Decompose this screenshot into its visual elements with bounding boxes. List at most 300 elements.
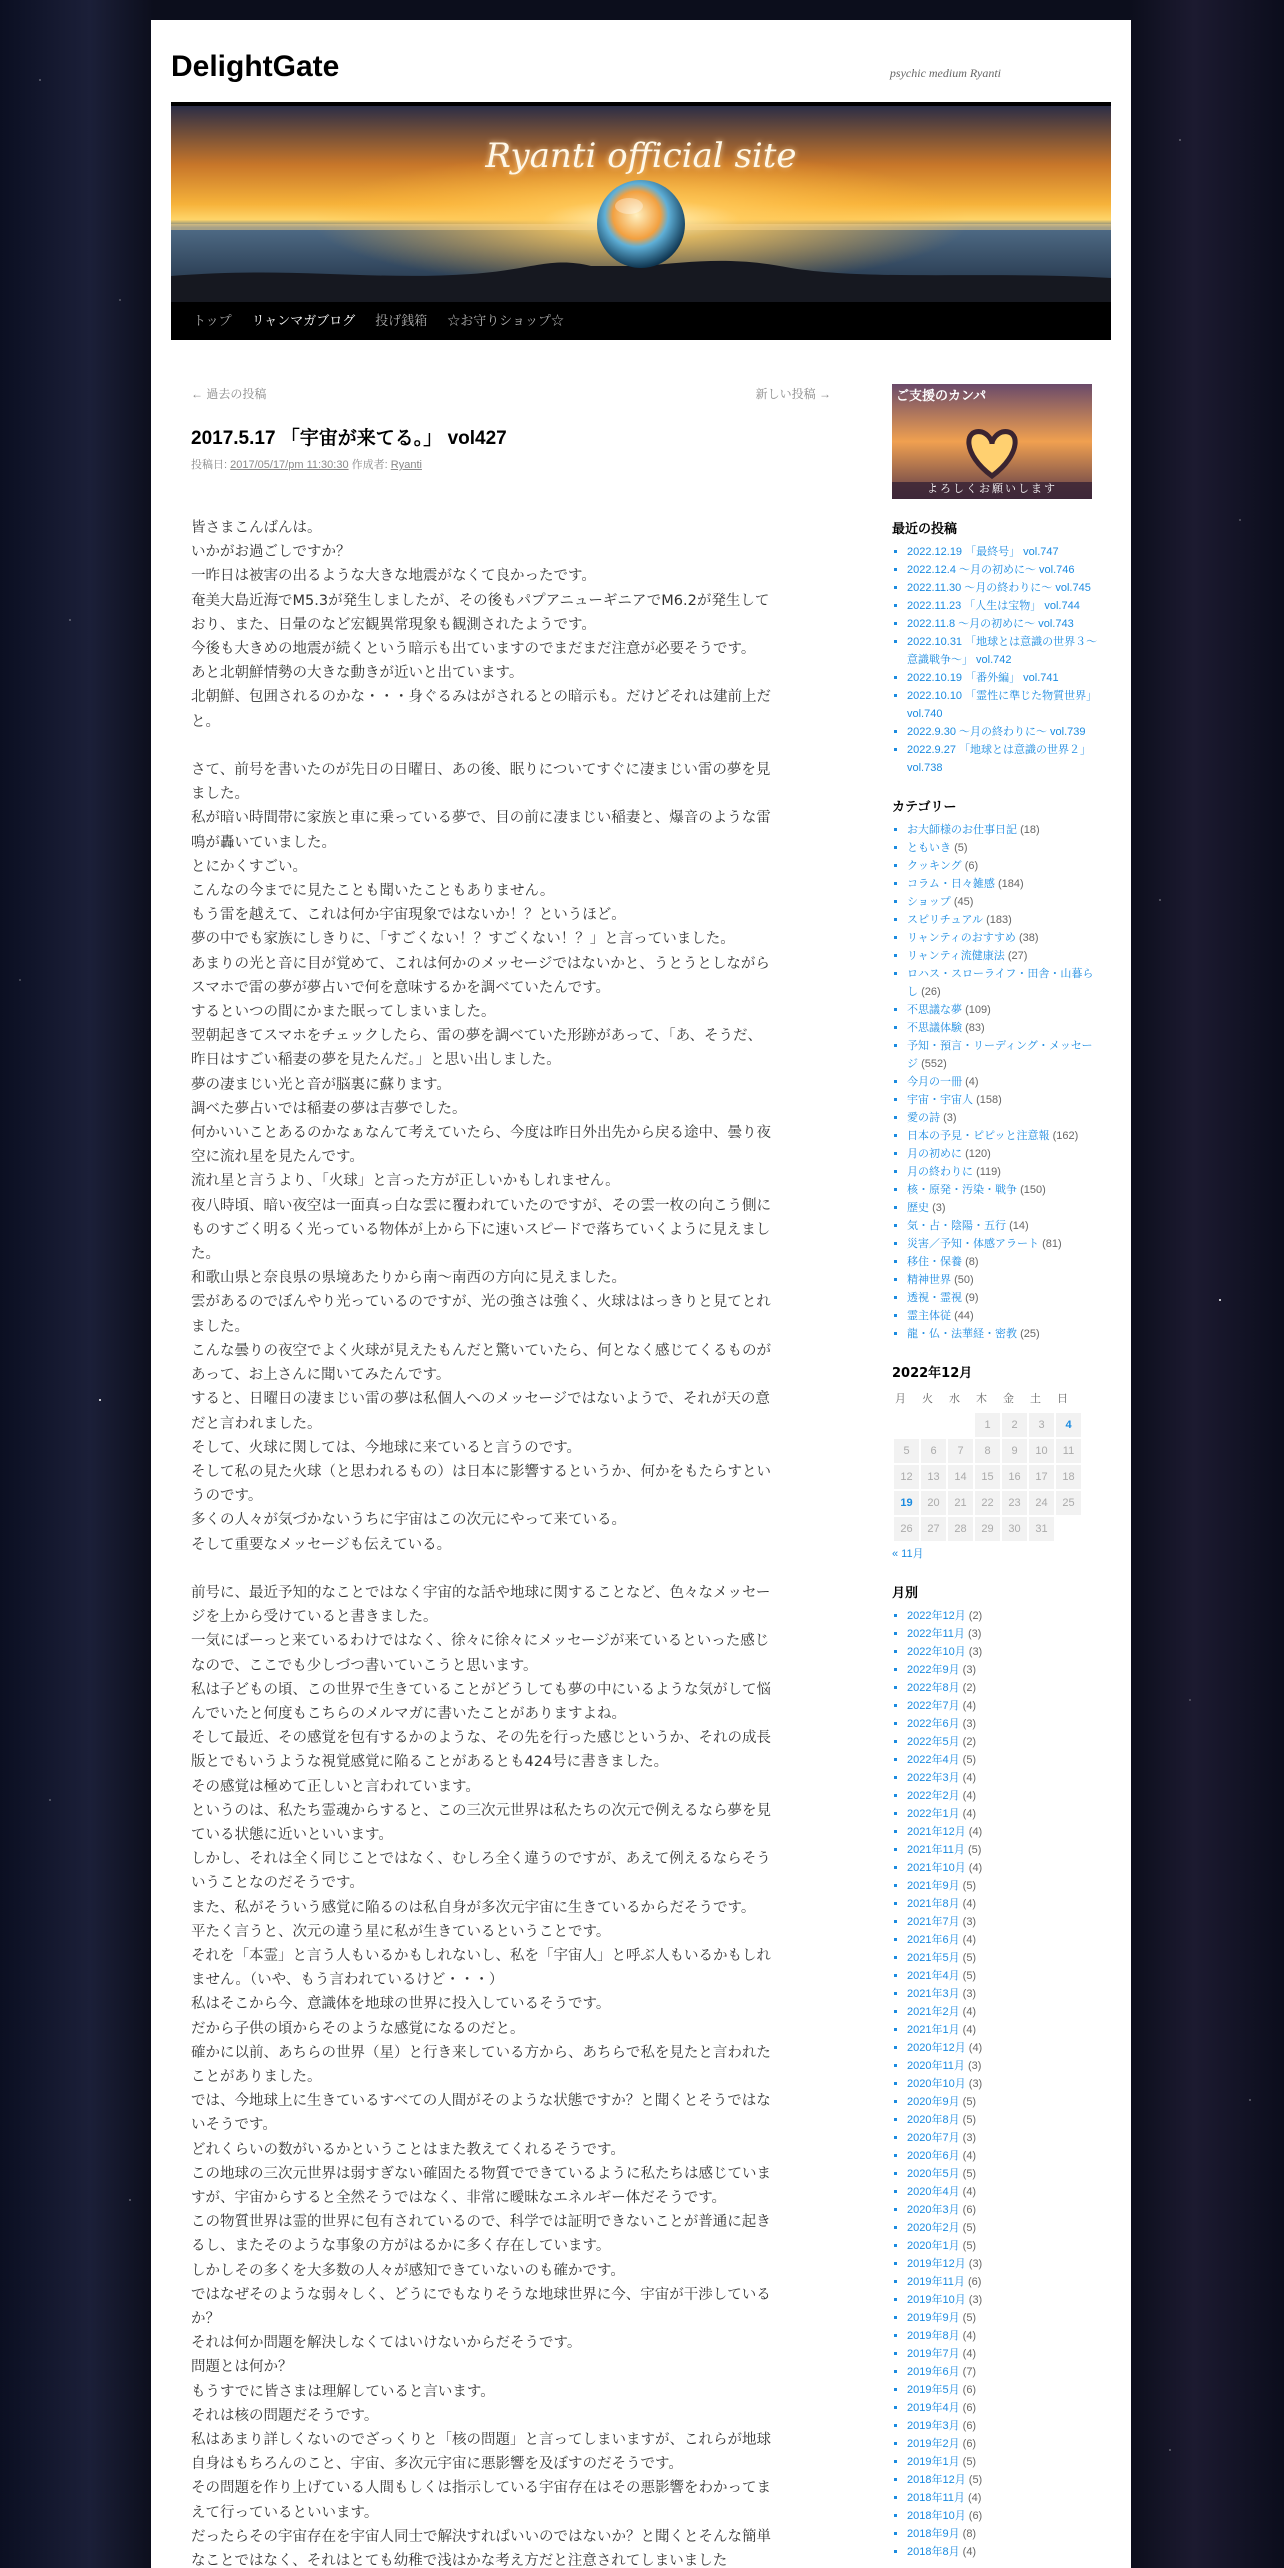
calendar-day: 25 xyxy=(1055,1490,1082,1516)
archive-link-count: (4) xyxy=(962,2024,977,2036)
category-link[interactable] xyxy=(907,947,1102,965)
archive-link-name[interactable]: 2020年11月 xyxy=(907,2060,965,2072)
category-link-name[interactable]: ショップ xyxy=(907,896,951,908)
archive-link[interactable] xyxy=(907,2237,1102,2255)
archive-link-name[interactable]: 2021年1月 xyxy=(907,2024,960,2036)
category-link-count: (4) xyxy=(965,1076,979,1088)
archive-link-name[interactable]: 2021年11月 xyxy=(907,1844,965,1856)
archive-link[interactable] xyxy=(907,2075,1102,2093)
post-line: 私は子どもの頃、この世界で生きていることがどうしても夢の中にいるような気がして悩 xyxy=(191,1681,771,1698)
post-line: とにかくすごい。 xyxy=(191,858,307,875)
post-line: 確かに以前、あちらの世界（星）と行き来している方から、あちらで私を見たと言われた xyxy=(191,2044,771,2061)
category-link[interactable] xyxy=(907,911,1102,929)
archive-link[interactable] xyxy=(907,2399,1102,2417)
category-link-name[interactable]: 愛の詩 xyxy=(907,1112,940,1124)
calendar-day: 28 xyxy=(947,1516,974,1542)
calendar-day: 20 xyxy=(920,1490,947,1516)
category-link-name[interactable]: 予知・預言・リーディング・メッセージ xyxy=(907,1040,1093,1070)
post-line: ことがありました。 xyxy=(191,2068,322,2085)
archive-link[interactable] xyxy=(907,2507,1102,2525)
archive-link-name[interactable]: 2020年5月 xyxy=(907,2168,960,2180)
archive-link-name[interactable]: 2022年10月 xyxy=(907,1646,966,1658)
archive-link[interactable] xyxy=(907,1733,1102,1751)
post-title: 2017.5.17 「宇宙が来てる。」 vol427 xyxy=(191,428,507,449)
post-line: 北朝鮮、包囲されるのかな・・・身ぐるみはがされるとの暗示も。だけどそれは建前上だ xyxy=(191,689,771,706)
post-line: 問題とは何か？ xyxy=(191,2359,293,2376)
category-link[interactable] xyxy=(907,1289,1102,1307)
header-image xyxy=(171,102,1111,302)
post-line: ている状態に近いといいます。 xyxy=(191,1826,393,1843)
archive-link-name[interactable]: 2019年7月 xyxy=(907,2348,960,2360)
archive-link-name[interactable]: 2022年7月 xyxy=(907,1700,960,1712)
archive-link[interactable] xyxy=(907,1805,1102,1823)
archive-link-name[interactable]: 2022年8月 xyxy=(907,1682,960,1694)
archive-link[interactable] xyxy=(907,1787,1102,1805)
archive-link[interactable] xyxy=(907,2471,1102,2489)
calendar-day: 7 xyxy=(947,1438,974,1464)
archive-link-count: (5) xyxy=(962,2222,977,2234)
archive-link[interactable] xyxy=(907,2363,1102,2381)
archive-link[interactable] xyxy=(907,1895,1102,1913)
post-line: そして最近、その感覚を包有するかのような、その先を行った感じというか、それの成長 xyxy=(191,1730,771,1747)
category-link-count: (3) xyxy=(943,1112,957,1124)
archive-link[interactable] xyxy=(907,1877,1102,1895)
post-line: 鳴が轟いていました。 xyxy=(191,834,336,851)
calendar-day: 13 xyxy=(920,1464,947,1490)
archive-link-name[interactable]: 2018年11月 xyxy=(907,2492,965,2504)
category-link[interactable] xyxy=(907,857,1102,875)
recent-post-link[interactable]: ▪ 2022.10.19 「番外編」 vol.741 xyxy=(907,669,1102,687)
archive-link[interactable] xyxy=(907,1931,1102,1949)
calendar-day: 1 xyxy=(974,1412,1001,1438)
archive-link[interactable] xyxy=(907,2129,1102,2147)
archive-link[interactable] xyxy=(907,1697,1102,1715)
archive-link-name[interactable]: 2019年10月 xyxy=(907,2294,966,2306)
archive-link-count: (4) xyxy=(968,2042,983,2054)
archive-link-name[interactable]: 2022年9月 xyxy=(907,1664,960,1676)
archive-link[interactable] xyxy=(907,1751,1102,1769)
archive-link-count: (6) xyxy=(968,2510,983,2522)
post-line: だと言われました。 xyxy=(191,1415,322,1432)
archive-link[interactable] xyxy=(907,1715,1102,1733)
archive-link-name[interactable]: 2022年1月 xyxy=(907,1808,960,1820)
category-link[interactable] xyxy=(907,875,1102,893)
category-link-name[interactable]: リャンティ流健康法 xyxy=(907,950,1005,962)
category-link-name[interactable]: 核・原発・汚染・戦争 xyxy=(907,1184,1017,1196)
post-line: んでいたと何度もこちらのメルマガに書いたことがありますよね。 xyxy=(191,1705,626,1722)
category-link-name[interactable]: コラム・日々雑感 xyxy=(907,878,995,890)
archive-link[interactable] xyxy=(907,1823,1102,1841)
archive-link[interactable] xyxy=(907,1859,1102,1877)
calendar-day: 8 xyxy=(974,1438,1001,1464)
archive-link[interactable] xyxy=(907,2255,1102,2273)
archive-link[interactable] xyxy=(907,2039,1102,2057)
author-link[interactable]: Ryanti xyxy=(390,459,422,471)
archive-link-name[interactable]: 2022年5月 xyxy=(907,1736,960,1748)
category-link[interactable] xyxy=(907,1199,1102,1217)
archive-link-name[interactable]: 2021年8月 xyxy=(907,1898,960,1910)
archive-link-name[interactable]: 2019年3月 xyxy=(907,2420,960,2432)
category-link-name[interactable]: 龍・仏・法華経・密教 xyxy=(907,1328,1017,1340)
archive-link-count: (3) xyxy=(968,2258,983,2270)
category-link-count: (50) xyxy=(954,1274,974,1286)
post-line: 版とでもいうような視覚感覚に陥ることがあるとも424号に書きました。 xyxy=(191,1754,669,1771)
category-link-name[interactable]: 宇宙・宇宙人 xyxy=(907,1094,973,1106)
category-link-count: (150) xyxy=(1020,1184,1046,1196)
archive-link-count: (5) xyxy=(962,2240,977,2252)
archive-link[interactable] xyxy=(907,2273,1102,2291)
archive-link-name[interactable]: 2021年2月 xyxy=(907,2006,960,2018)
archive-link-name[interactable]: 2022年3月 xyxy=(907,1772,960,1784)
archive-link[interactable] xyxy=(907,2453,1102,2471)
calendar-empty xyxy=(893,1412,920,1438)
recent-post-link[interactable]: ▪ 2022.12.4 ～月の初めに～ vol.746 xyxy=(907,561,1102,579)
category-link-name[interactable]: 透視・霊視 xyxy=(907,1292,962,1304)
post-line: すが、宇宙からすると全然そうではなく、非常に曖昧なエネルギー体だそうです。 xyxy=(191,2189,727,2206)
post-line: その問題を作り上げている人間もしくは指示している宇宙存在はその悪影響をわかってま xyxy=(191,2480,771,2497)
calendar-day: 18 xyxy=(1055,1464,1082,1490)
calendar-day: 29 xyxy=(974,1516,1001,1542)
recent-post-link[interactable]: ▪ 2022.9.27 「地球とは意識の世界２」 vol.738 xyxy=(907,741,1102,777)
archive-link[interactable] xyxy=(907,2111,1102,2129)
post-content xyxy=(191,516,831,2568)
category-link[interactable] xyxy=(907,1217,1102,1235)
archive-link[interactable] xyxy=(907,2381,1102,2399)
archive-link[interactable] xyxy=(907,2057,1102,2075)
category-link[interactable] xyxy=(907,1325,1102,1343)
archive-link[interactable] xyxy=(907,2291,1102,2309)
category-link-name[interactable]: 月の終わりに xyxy=(907,1166,973,1178)
archive-link-name[interactable]: 2020年4月 xyxy=(907,2186,960,2198)
archive-link-name[interactable]: 2020年7月 xyxy=(907,2132,960,2144)
category-link-name[interactable]: 精神世界 xyxy=(907,1274,951,1286)
post-line: それは核の問題だそうです。 xyxy=(191,2407,379,2424)
post-line: では、今地球上に生きているすべての人間がそのような状態ですか？と聞くとそうではな xyxy=(191,2093,771,2110)
post-line: 流れ星と言うより、「火球」と言った方が正しいかもしれません。 xyxy=(191,1173,620,1190)
donation-banner[interactable] xyxy=(892,384,1092,499)
category-link[interactable] xyxy=(907,1019,1102,1037)
post-line: 私はあまり詳しくないのでざっくりと「核の問題」と言ってしまいますが、これらが地球 xyxy=(191,2432,771,2449)
calendar-day[interactable]: 4 xyxy=(1055,1412,1082,1438)
calendar-caption: 2022年12月 xyxy=(892,1366,973,1381)
post-line: だったらその宇宙存在を宇宙人同士で解決すればいいのではないか？と聞くとそんな簡単 xyxy=(191,2528,771,2545)
archive-link-name[interactable]: 2022年2月 xyxy=(907,1790,960,1802)
archive-link-count: (5) xyxy=(962,2456,977,2468)
archive-link[interactable] xyxy=(907,2345,1102,2363)
category-link-name[interactable]: 不思議な夢 xyxy=(907,1004,962,1016)
category-link-name[interactable]: スピリチュアル xyxy=(907,914,984,926)
recent-post-link[interactable]: ▪ 2022.10.31 「地球とは意識の世界３～意識戦争～」 vol.742 xyxy=(907,633,1102,669)
calendar-day: 24 xyxy=(1028,1490,1055,1516)
archive-link-count: (2) xyxy=(962,1736,977,1748)
calendar-day: 30 xyxy=(1001,1516,1028,1542)
archive-link-name[interactable]: 2022年4月 xyxy=(907,1754,960,1766)
post-line: するといつの間にかまた眠ってしまいました。 xyxy=(191,1004,496,1021)
category-link-count: (162) xyxy=(1052,1130,1079,1142)
post-line: さて、前号を書いたのが先日の日曜日、あの後、眠りについてすぐに凄まじい雷の夢を見 xyxy=(191,762,771,779)
category-link[interactable] xyxy=(907,1271,1102,1289)
post-line: 私はそこから今、意識体を地球の世界に投入しているそうです。 xyxy=(191,1996,611,2013)
archive-link-name[interactable]: 2021年10月 xyxy=(907,1862,966,1874)
archive-link-name[interactable]: 2018年12月 xyxy=(907,2474,966,2486)
category-link[interactable] xyxy=(907,839,1102,857)
post-line: おり、また、日暈のなど宏観異常現象も観測されたようです。 xyxy=(191,616,596,633)
category-link-name[interactable]: 霊主体従 xyxy=(907,1310,951,1322)
category-link[interactable] xyxy=(907,1073,1102,1091)
archive-link-count: (5) xyxy=(962,1952,977,1964)
site-title[interactable]: DelightGate xyxy=(171,50,340,83)
category-link-name[interactable]: ロハス・スローライフ・田舎・山暮らし xyxy=(907,968,1094,998)
archive-link-name[interactable]: 2018年9月 xyxy=(907,2528,960,2540)
category-link[interactable] xyxy=(907,1109,1102,1127)
post-line: 今後も大きめの地震が続くという暗示も出ていますのでまだまだ注意が必要そうです。 xyxy=(191,641,756,658)
archive-link-name[interactable]: 2019年2月 xyxy=(907,2438,960,2450)
menu-item[interactable]: リャンマガブログ xyxy=(251,313,356,328)
archive-link-name[interactable]: 2019年12月 xyxy=(907,2258,966,2270)
post-paragraph xyxy=(191,1581,831,2568)
category-link[interactable] xyxy=(907,929,1102,947)
category-link-count: (26) xyxy=(921,986,941,998)
archive-link[interactable] xyxy=(907,1661,1102,1679)
post-line: 自身はもちろんのこと、宇宙、多次元宇宙に悪影響を及ぼすのだそうです。 xyxy=(191,2456,683,2473)
calendar-day: 31 xyxy=(1028,1516,1055,1542)
post-line: この地球の三次元世界は弱すぎない確固たる物質でできているように私たちは感じていま xyxy=(191,2165,771,2182)
category-link-name[interactable]: 今月の一冊 xyxy=(907,1076,962,1088)
menu-item[interactable]: 投げ銭箱 xyxy=(375,313,428,328)
category-link-name[interactable]: ともいき xyxy=(907,842,951,854)
category-link[interactable] xyxy=(907,1127,1102,1145)
archive-link-name[interactable]: 2020年10月 xyxy=(907,2078,966,2090)
archive-link-count: (4) xyxy=(962,1790,977,1802)
archive-link[interactable] xyxy=(907,1913,1102,1931)
archive-link[interactable] xyxy=(907,2489,1102,2507)
archive-link[interactable] xyxy=(907,2183,1102,2201)
category-link[interactable] xyxy=(907,893,1102,911)
post-line: こんなの今までに見たことも聞いたこともありません。 xyxy=(191,883,555,900)
post-line: いかがお過ごしですか？ xyxy=(191,544,351,561)
menu-item[interactable]: ☆お守りショップ☆ xyxy=(447,313,565,328)
calendar-day: 15 xyxy=(974,1464,1001,1490)
archive-link-name[interactable]: 2020年3月 xyxy=(907,2204,960,2216)
archive-link-name[interactable]: 2021年9月 xyxy=(907,1880,960,1892)
archive-link-name[interactable]: 2021年5月 xyxy=(907,1952,960,1964)
archive-link-count: (4) xyxy=(962,1808,977,1820)
post-line: ではなぜそのような弱々しく、どうにでもなりそうな地球世界に今、宇宙が干渉している xyxy=(191,2286,771,2303)
archive-link-count: (4) xyxy=(968,1862,983,1874)
category-link[interactable] xyxy=(907,1307,1102,1325)
archive-link-name[interactable]: 2019年6月 xyxy=(907,2366,960,2378)
calendar-day: 26 xyxy=(893,1516,920,1542)
archive-link[interactable] xyxy=(907,1841,1102,1859)
post-line: 調べた夢占いでは稲妻の夢は吉夢でした。 xyxy=(191,1100,467,1117)
recent-post-link[interactable]: ▪ 2022.12.19 「最終号」 vol.747 xyxy=(907,543,1102,561)
recent-post-link[interactable]: ▪ 2022.10.10 「霊性に準じた物質世界」 vol.740 xyxy=(907,687,1102,723)
category-link[interactable] xyxy=(907,1181,1102,1199)
post-line: もう雷を越えて、これは何か宇宙現象ではないか！？というほど。 xyxy=(191,907,626,924)
archive-link-name[interactable]: 2019年8月 xyxy=(907,2330,960,2342)
category-link[interactable] xyxy=(907,1037,1102,1073)
post-line: か？ xyxy=(191,2311,220,2327)
calendar-day: 2 xyxy=(1001,1412,1028,1438)
category-link-name[interactable]: クッキング xyxy=(907,860,962,872)
category-link-name[interactable]: 気・占・陰陽・五行 xyxy=(907,1220,1006,1232)
archive-link-count: (4) xyxy=(962,1898,977,1910)
archive-link-name[interactable]: 2020年2月 xyxy=(907,2222,960,2234)
archive-link-name[interactable]: 2018年8月 xyxy=(907,2546,960,2558)
archive-link-name[interactable]: 2021年7月 xyxy=(907,1916,960,1928)
calendar-day: 17 xyxy=(1028,1464,1055,1490)
archive-link-name[interactable]: 2019年9月 xyxy=(907,2312,960,2324)
category-link-name[interactable]: リャンティのおすすめ xyxy=(907,932,1016,944)
post-line: スマホで雷の夢が夢占いで何を意味するかを調べていたんです。 xyxy=(191,979,611,996)
archive-link-name[interactable]: 2020年9月 xyxy=(907,2096,960,2108)
recent-post-link[interactable]: ▪ 2022.11.30 ～月の終わりに～ vol.745 xyxy=(907,579,1102,597)
post-line: そして重要なメッセージも伝えている。 xyxy=(191,1536,452,1553)
post-line: あと北朝鮮情勢の大きな動きが近いと出ています。 xyxy=(191,665,524,682)
archive-link[interactable] xyxy=(907,1769,1102,1787)
archive-link-count: (4) xyxy=(962,2546,977,2558)
archive-link-name[interactable]: 2020年1月 xyxy=(907,2240,960,2252)
archive-link[interactable] xyxy=(907,2093,1102,2111)
post-line: いそうです。 xyxy=(191,2117,277,2134)
archive-link-count: (4) xyxy=(962,1772,977,1784)
site-header xyxy=(151,20,1131,335)
archive-link-name[interactable]: 2019年4月 xyxy=(907,2402,960,2414)
archive-link-name[interactable]: 2021年3月 xyxy=(907,1988,960,2000)
archive-link-name[interactable]: 2018年10月 xyxy=(907,2510,966,2522)
archive-link-name[interactable]: 2020年8月 xyxy=(907,2114,960,2126)
menu-item[interactable]: トップ xyxy=(193,313,232,328)
category-link-name[interactable]: 月の初めに xyxy=(907,1148,962,1160)
category-link[interactable] xyxy=(907,1253,1102,1271)
category-link-count: (119) xyxy=(976,1166,1001,1178)
archive-link[interactable] xyxy=(907,2021,1102,2039)
post-line: というのは、私たち霊魂からすると、この三次元世界は私たちの次元で例えるなら夢を見 xyxy=(191,1802,771,1819)
calendar-day: 21 xyxy=(947,1490,974,1516)
archive-link[interactable] xyxy=(907,2201,1102,2219)
archive-link[interactable] xyxy=(907,1985,1102,2003)
calendar-empty xyxy=(947,1412,974,1438)
archive-link-count: (5) xyxy=(962,2096,977,2108)
category-link-count: (120) xyxy=(965,1148,991,1160)
recent-post-link[interactable]: ▪ 2022.9.30 ～月の終わりに～ vol.739 xyxy=(907,723,1102,741)
category-link-count: (14) xyxy=(1009,1220,1029,1232)
archive-link-name[interactable]: 2022年12月 xyxy=(907,1610,966,1622)
post-paragraph xyxy=(191,516,831,734)
archive-link-count: (4) xyxy=(962,2150,977,2162)
archive-link[interactable] xyxy=(907,1625,1102,1643)
archive-link[interactable] xyxy=(907,1643,1102,1661)
post-line: 昨日はすごい稲妻の夢を見たんだ。」と思い出しました。 xyxy=(191,1052,561,1069)
post-line: 一昨日は被害の出るような大きな地震がなくて良かったです。 xyxy=(191,568,596,585)
category-link[interactable] xyxy=(907,1091,1102,1109)
archive-link[interactable] xyxy=(907,1679,1102,1697)
archive-link-name[interactable]: 2019年11月 xyxy=(907,2276,965,2288)
archive-link-count: (5) xyxy=(962,1754,977,1766)
next-post-link[interactable]: 新しい投稿 → xyxy=(755,387,831,401)
archive-link-count: (3) xyxy=(967,1628,982,1640)
category-link[interactable] xyxy=(907,1163,1102,1181)
category-link[interactable] xyxy=(907,1001,1102,1019)
category-link-count: (8) xyxy=(965,1256,979,1268)
category-link[interactable] xyxy=(907,1145,1102,1163)
archive-link-name[interactable]: 2021年12月 xyxy=(907,1826,966,1838)
category-link-name[interactable]: 移住・保養 xyxy=(907,1256,962,1268)
calendar-prev-month-link[interactable]: « 11月 xyxy=(892,1548,924,1560)
categories-title: カテゴリー xyxy=(892,800,957,815)
post-line: それは何か問題を解決しなくてはいけないからだそうです。 xyxy=(191,2335,582,2352)
post-paragraph xyxy=(191,758,831,1557)
recent-post-link[interactable]: ▪ 2022.11.23 「人生は宝物」 vol.744 xyxy=(907,597,1102,615)
calendar-weekday: 木 xyxy=(976,1393,987,1405)
post-meta xyxy=(191,456,831,472)
calendar-weekday: 土 xyxy=(1030,1393,1041,1405)
sidebar xyxy=(892,370,1102,2561)
archive-link-name[interactable]: 2021年6月 xyxy=(907,1934,960,1946)
archive-link[interactable] xyxy=(907,2309,1102,2327)
category-link-name[interactable]: 歴史 xyxy=(907,1202,929,1214)
category-link-count: (9) xyxy=(965,1292,979,1304)
archive-link-count: (3) xyxy=(968,2294,983,2306)
archive-link[interactable] xyxy=(907,2165,1102,2183)
category-link-name[interactable]: お大師様のお仕事日記 xyxy=(907,824,1017,836)
archives-list xyxy=(892,1607,1102,2561)
archive-link[interactable] xyxy=(907,1967,1102,1985)
archive-link[interactable] xyxy=(907,2147,1102,2165)
archive-link-count: (8) xyxy=(962,2528,977,2540)
archive-link[interactable] xyxy=(907,2543,1102,2561)
category-link[interactable] xyxy=(907,1235,1102,1253)
archive-link-name[interactable]: 2022年11月 xyxy=(907,1628,965,1640)
posted-on-label: 投稿日: xyxy=(191,459,228,471)
archive-link-name[interactable]: 2019年1月 xyxy=(907,2456,960,2468)
post-line: 夢の中でも家族にしきりに、「すごくない！？すごくない！？」と言っていました。 xyxy=(191,931,735,948)
archive-link-name[interactable]: 2020年12月 xyxy=(907,2042,966,2054)
post-date-link[interactable]: 2017/05/17/pm 11:30:30 xyxy=(230,459,349,471)
archive-link-name[interactable]: 2020年6月 xyxy=(907,2150,960,2162)
post-line: 翌朝起きてスマホをチェックしたら、雷の夢を調べていた形跡があって、「あ、そうだ、 xyxy=(191,1028,763,1045)
archive-link[interactable] xyxy=(907,2219,1102,2237)
calendar-day: 3 xyxy=(1028,1412,1055,1438)
category-link-count: (552) xyxy=(921,1058,947,1070)
category-link[interactable] xyxy=(907,821,1102,839)
calendar-day: 22 xyxy=(974,1490,1001,1516)
archive-link-name[interactable]: 2022年6月 xyxy=(907,1718,960,1730)
recent-post-link[interactable]: ▪ 2022.11.8 ～月の初めに～ vol.743 xyxy=(907,615,1102,633)
calendar-day[interactable]: 19 xyxy=(893,1490,920,1516)
category-link-count: (27) xyxy=(1007,950,1028,962)
archive-link[interactable] xyxy=(907,2525,1102,2543)
category-link[interactable] xyxy=(907,965,1102,1001)
archive-link-name[interactable]: 2019年5月 xyxy=(907,2384,960,2396)
category-link-name[interactable]: 不思議体験 xyxy=(907,1022,962,1034)
archive-link[interactable] xyxy=(907,2435,1102,2453)
archive-link[interactable] xyxy=(907,2417,1102,2435)
archive-link[interactable] xyxy=(907,2327,1102,2345)
category-link-name[interactable]: 災害／予知・体感アラート xyxy=(907,1238,1039,1250)
category-link-name[interactable]: 日本の予見・ピピッと注意報 xyxy=(907,1130,1050,1142)
category-link-count: (44) xyxy=(954,1310,974,1322)
category-link-count: (18) xyxy=(1020,824,1040,836)
archive-link[interactable] xyxy=(907,1949,1102,1967)
calendar-day: 12 xyxy=(893,1464,920,1490)
archive-link[interactable] xyxy=(907,1607,1102,1625)
post-line: もうすでに皆さまは理解していると言います。 xyxy=(191,2383,495,2400)
post-line: なことではなく、それはとても幼稚で浅はかな考え方だと注意されてしまいました xyxy=(191,2553,728,2568)
archive-link-name[interactable]: 2021年4月 xyxy=(907,1970,960,1982)
previous-post-link[interactable]: ← 過去の投稿 xyxy=(191,387,267,401)
archive-link[interactable] xyxy=(907,2003,1102,2021)
